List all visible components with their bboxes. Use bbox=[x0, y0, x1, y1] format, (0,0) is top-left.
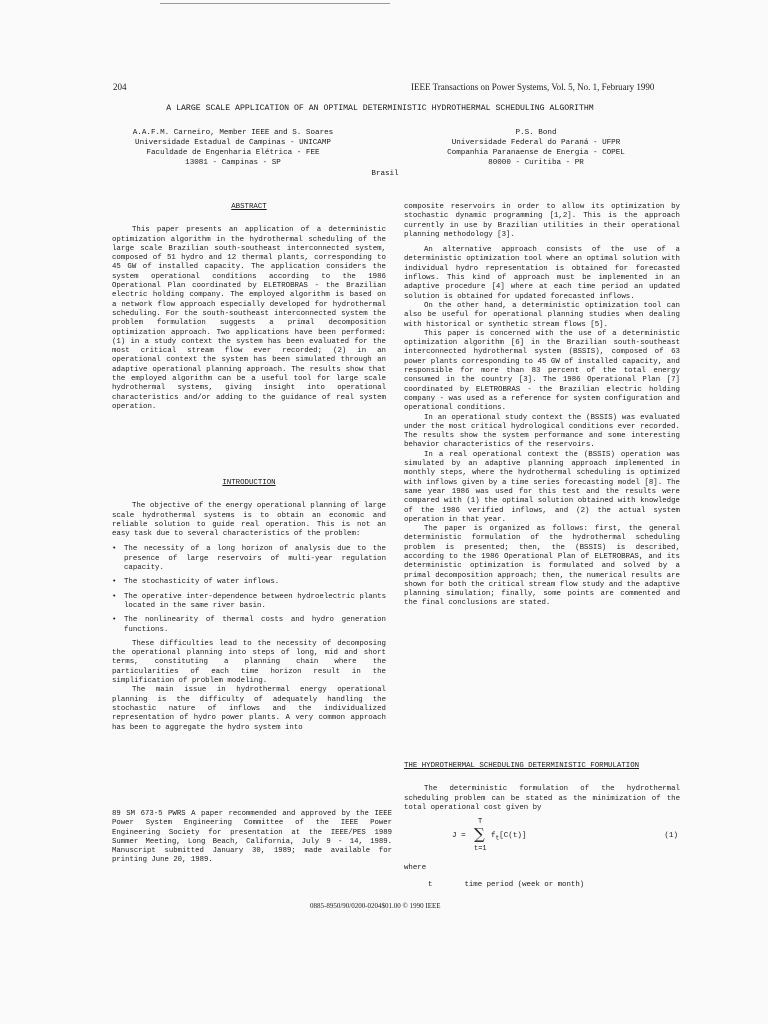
journal-header: IEEE Transactions on Power Systems, Vol. 5, No. 1, February 1990 bbox=[411, 82, 655, 92]
list-item: • The necessity of a long horizon of analysis due to the presence of large reservoirs of multi-year regulation capacity. bbox=[112, 545, 386, 573]
author-line: Companhia Paranaense de Energia - COPEL bbox=[447, 149, 625, 157]
body-paragraph: In an operational study context the (BSSIS) was evaluated under the most critical hydrological conditions ever recorded. The results show the system performance and some interesting behavior characteristics of the reservoirs. bbox=[404, 413, 680, 450]
summation-icon: ∑ bbox=[474, 825, 485, 843]
paper-title: A LARGE SCALE APPLICATION OF AN OPTIMAL DETERMINISTIC HYDROTHERMAL SCHEDULING ALGORITHM bbox=[166, 104, 594, 113]
difficulty-list bbox=[112, 545, 386, 634]
variable-definition bbox=[428, 881, 584, 889]
body-paragraph: An alternative approach consists of the use of a deterministic optimization tool where an optimal solution with individual hydro representation is obtained for forecasted inflows. This kind of approach must be implemented in an adaptive procedure [4] where at each time period an updated solution is obtained for updated forecasted inflows. bbox=[404, 246, 680, 301]
authors-left bbox=[118, 128, 348, 168]
page-number: 204 bbox=[113, 82, 127, 92]
introduction-heading: INTRODUCTION bbox=[222, 479, 276, 487]
intro-paragraph: The objective of the energy operational planning of large scale hydrothermal systems is to obtain an economic and reliable solution to guide real operation. This is not an easy task due to several characteristics of the problem: bbox=[112, 502, 386, 539]
equation-lhs: J = bbox=[452, 832, 466, 840]
equation-1 bbox=[404, 816, 680, 856]
variable-symbol: t bbox=[428, 881, 433, 889]
list-item: • The nonlinearity of thermal costs and hydro generation functions. bbox=[112, 616, 386, 634]
right-column-text bbox=[404, 203, 680, 609]
author-line: Faculdade de Engenharia Elétrica - FEE bbox=[146, 149, 320, 157]
formulation-heading: THE HYDROTHERMAL SCHEDULING DETERMINISTIC FORMULATION bbox=[404, 762, 640, 770]
sum-upper-limit: T bbox=[478, 818, 483, 826]
author-line: A.A.F.M. Carneiro, Member IEEE and S. Soares bbox=[132, 129, 334, 137]
list-item: • The stochasticity of water inflows. bbox=[112, 578, 280, 587]
abstract-section bbox=[112, 203, 386, 412]
author-line: Universidade Federal do Paraná - UFPR bbox=[451, 139, 621, 147]
introduction-section bbox=[112, 479, 386, 733]
cost-function: $f_t[C(t)]$ bbox=[491, 832, 527, 842]
copyright-footer: 0885-8950/90/0200-0204$01.00 © 1990 IEEE bbox=[310, 902, 441, 910]
scan-edge-line bbox=[160, 3, 390, 4]
author-line: Universidade Estadual de Campinas - UNICAMP bbox=[135, 139, 331, 147]
equation-number: (1) bbox=[664, 832, 678, 840]
body-paragraph: On the other hand, a deterministic optimization tool can also be useful for operational planning studies when dealing with historical or synthetic stream flows [5]. bbox=[404, 301, 680, 329]
body-paragraph: In a real operational context the (BSSIS) operation was simulated by an adaptive planning approach implemented in monthly steps, where the hydrothermal scheduling is optimized with inflows given by a time series forecasting model [8]. The same year 1986 was used for this test and the results were compared with (1) the optimal solution obtained with knowledge of the 1986 verified inflows, and (2) the actual system operation in that year. bbox=[404, 450, 680, 524]
country: Brasil bbox=[371, 170, 399, 178]
intro-paragraph: The main issue in hydrothermal energy operational planning is the difficulty of adequately handling the stochastic nature of inflows and the individualized representation of hydro power plants. A very common approach has been to aggregate the hydro system into bbox=[112, 686, 386, 732]
sum-lower-limit: t=1 bbox=[474, 845, 487, 853]
body-paragraph: The deterministic formulation of the hydrothermal scheduling problem can be stated as the minimization of the total operational cost given by bbox=[404, 785, 680, 812]
variable-description: time period (week or month) bbox=[464, 881, 585, 889]
author-line: P.S. Bond bbox=[515, 129, 557, 137]
where-label: where bbox=[404, 864, 427, 872]
body-paragraph: The paper is organized as follows: first, the general deterministic formulation of the hydrothermal scheduling problem is presented; then, the (BSSIS) is described, according to the 1986 Operational Plan of ELETROBRAS, and its deterministic optimization is formulated and solved by a primal decomposition approach; then, the numerical results are shown for both the critical stream flow study and the adaptive planning simulation; finally, some points are commented and the final conclusions are stated. bbox=[404, 525, 680, 608]
list-item: • The operative inter-dependence between hydroelectric plants located in the same river basin. bbox=[112, 592, 386, 610]
author-line: 80000 - Curitiba - PR bbox=[488, 159, 584, 167]
body-paragraph: composite reservoirs in order to allow its optimization by stochastic dynamic programming [1,2]. This is the approach currently in use by Brazilian utilities in their operational planning methodology [3]. bbox=[404, 203, 680, 239]
abstract-text: This paper presents an application of a deterministic optimization algorithm in the hydrothermal scheduling of the large scale Brazilian south-southeast interconnected system, composed of 51 hydro and 12 thermal plants, corresponding to 45 GW of installed capacity. The application considers the system operational conditions according to the 1986 Operational Plan coordinated by ELETROBRAS - the Brazilian electric holding company. The employed algorithm is based on a network flow approach especially developed for hydrothermal scheduling. For the south-southeast interconnected system the problem formulation suggests a primal decomposition optimization approach. Two applications have been performed: (1) in a study context the system has been evaluated for the most critical stream flow ever recorded; (2) in an operational context the system has been simulated through an adaptive operational planning approach. The results show that the employed algorithm can be a useful tool for large scale hydrothermal systems, giving insight into operational characteristics and/or adding to the guidance of real system operation. bbox=[112, 226, 386, 411]
intro-paragraph: These difficulties lead to the necessity of decomposing the operational planning into steps of long, mid and short terms, constituting a planning chain where the particularities of each time horizon result in the simplification of problem modeling. bbox=[112, 639, 386, 686]
author-line: 13081 - Campinas - SP bbox=[185, 159, 281, 167]
formulation-section bbox=[404, 762, 680, 813]
authors-right bbox=[436, 128, 636, 168]
footnote: 89 SM 673-5 PWRS A paper recommended and approved by the IEEE Power System Engineering Committee of the IEEE Power Engineering Society for presentation at the IEEE/PES 1989 Summer Meeting, Long Beach, California, July 9 - 14, 1989. Manuscript submitted January 30, 1989; made available for printing June 20, 1989. bbox=[112, 810, 392, 865]
abstract-heading: ABSTRACT bbox=[231, 203, 267, 211]
body-paragraph: This paper is concerned with the use of a deterministic optimization algorithm [6] in the Brazilian south-southeast interconnected hydrothermal system (BSSIS), composed of 63 power plants corresponding to 45 GW of installed capacity, and responsible for more than 83 percent of the total energy consumed in the country [3]. The 1986 Operational Plan [7] coordinated by ELETROBRAS - the Brazilian electric holding company - was used as a reference for system configuration and operational conditions. bbox=[404, 329, 680, 413]
